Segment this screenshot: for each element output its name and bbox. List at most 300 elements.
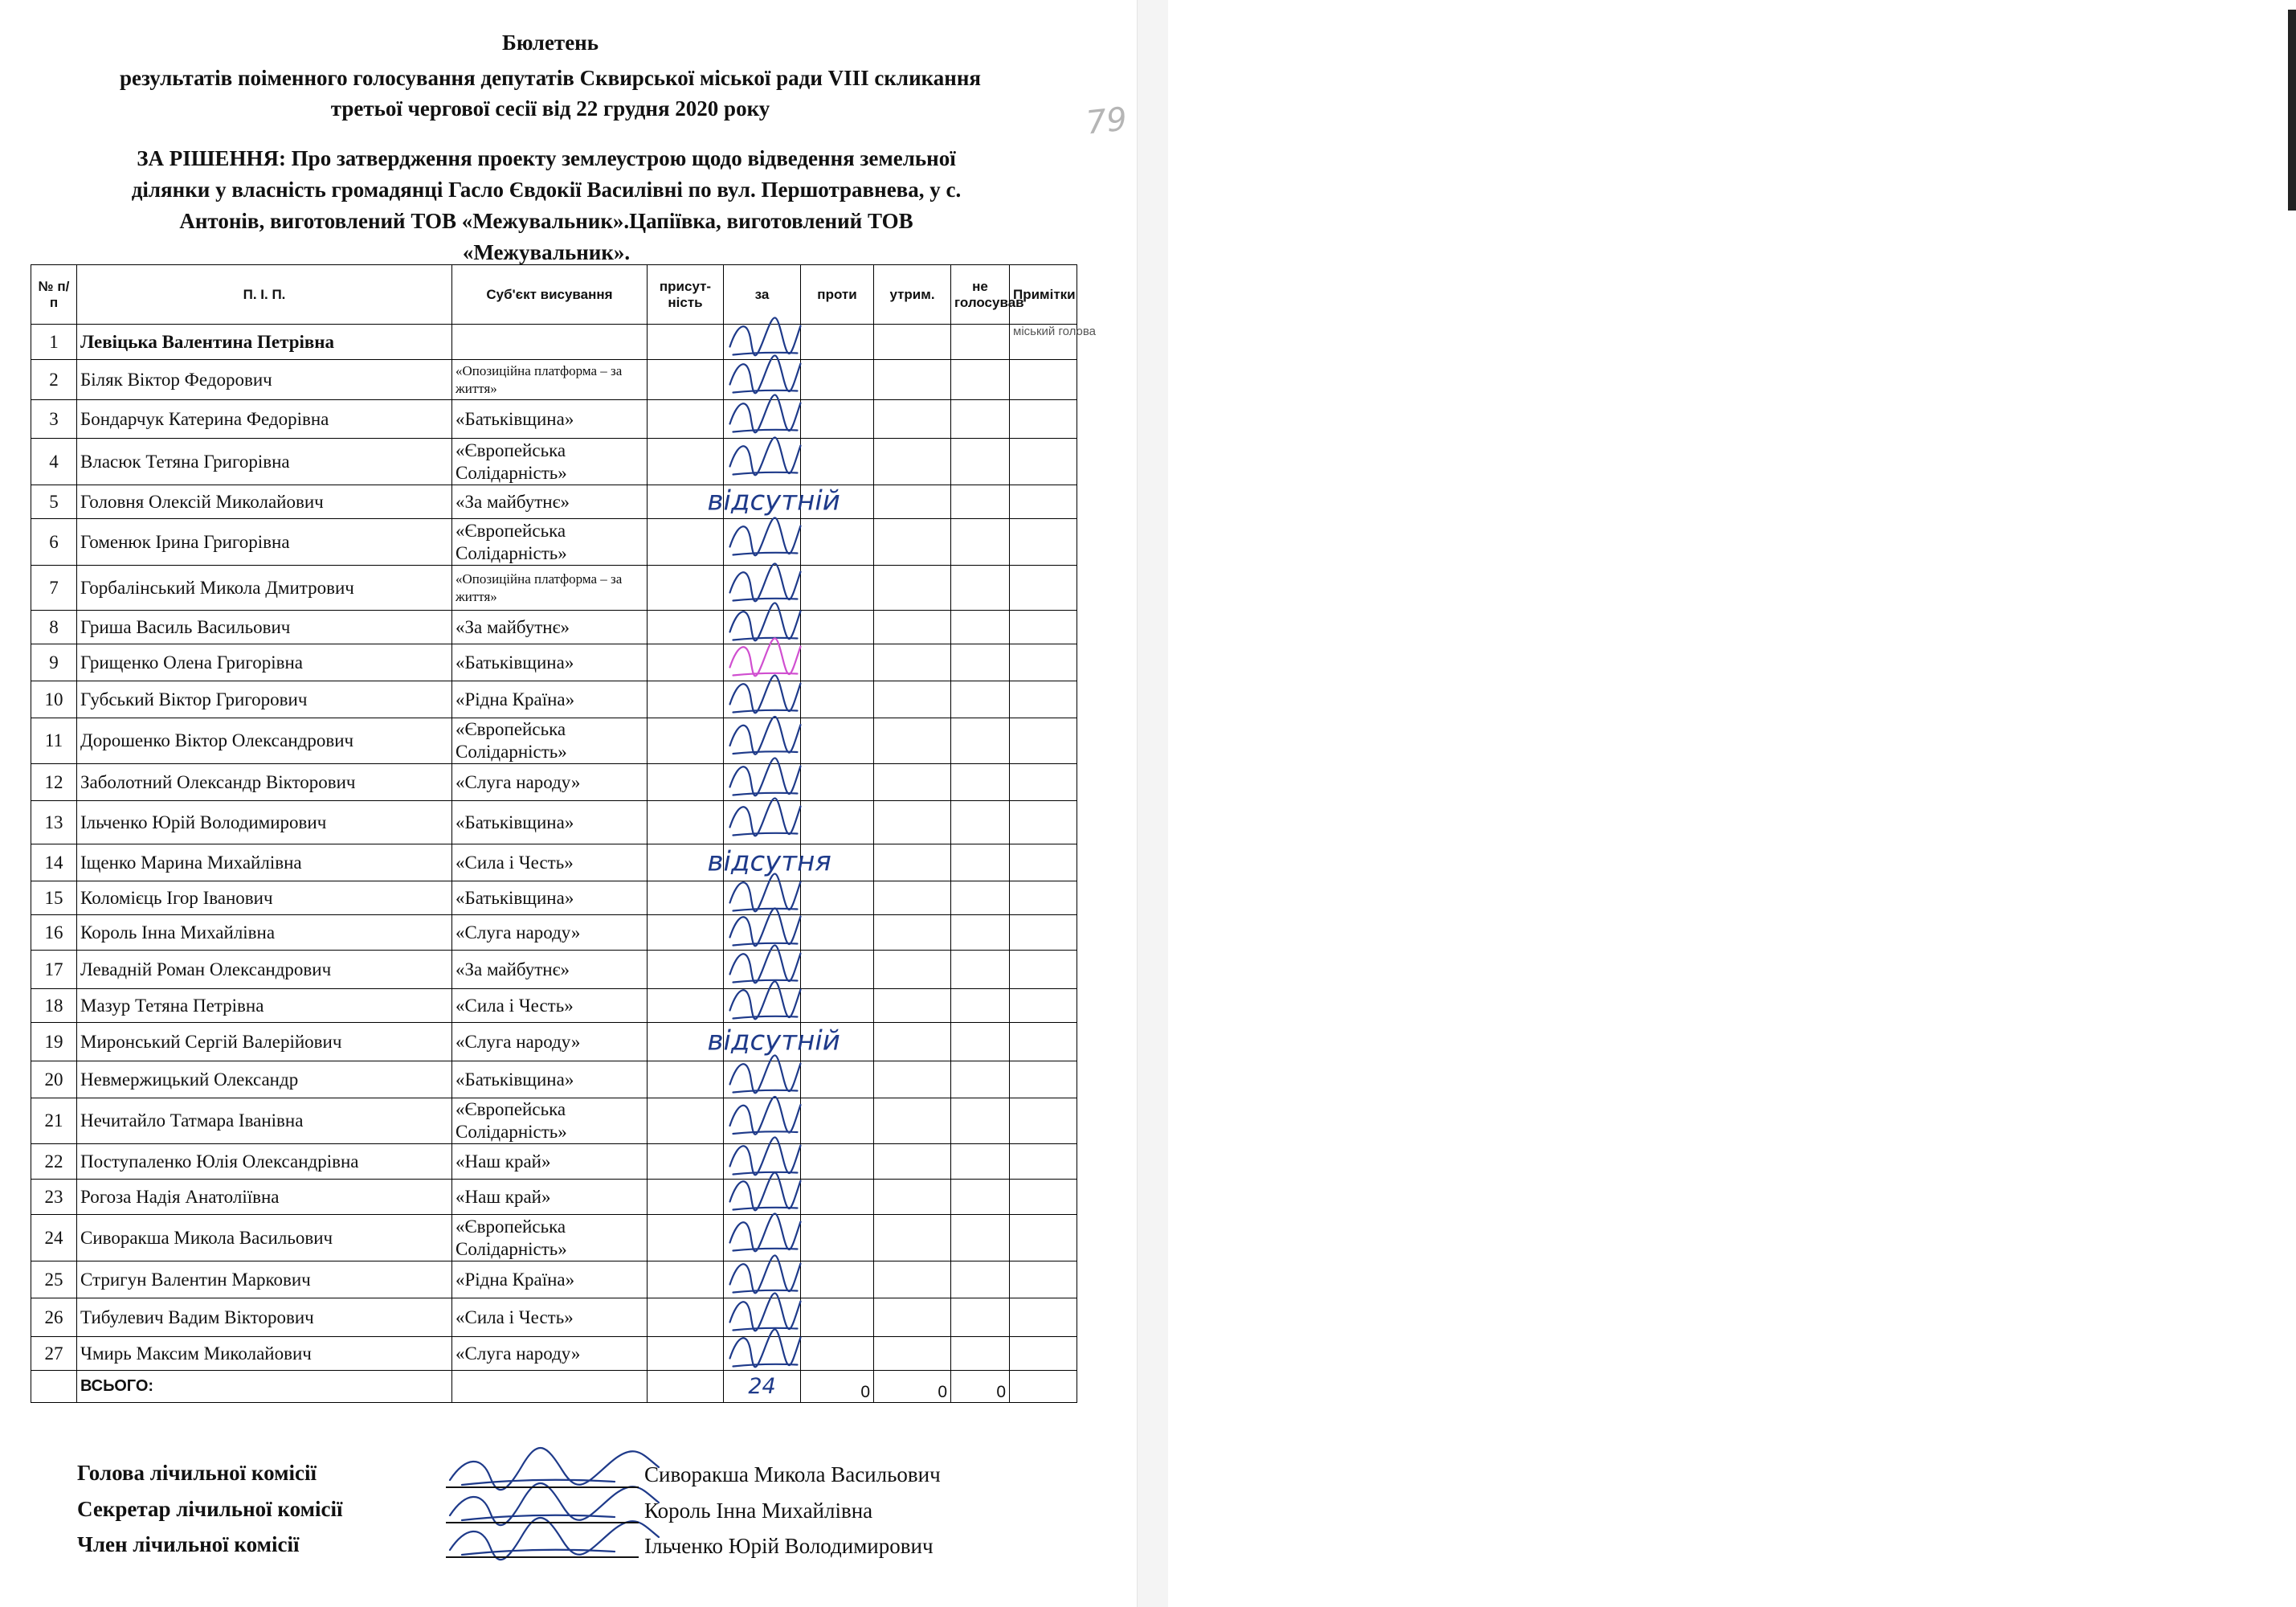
header-za: за — [724, 265, 801, 325]
present-cell — [648, 718, 724, 764]
deputy-party: «Батьківщина» — [452, 801, 648, 844]
note-cell — [1010, 400, 1077, 439]
table-row — [31, 764, 1077, 801]
header-name: П. І. П. — [77, 265, 452, 325]
note-cell — [1010, 611, 1077, 644]
za-cell — [724, 1023, 801, 1061]
row-number: 15 — [31, 881, 77, 915]
present-cell — [648, 325, 724, 360]
deputy-name: Гоменюк Ірина Григорівна — [77, 519, 452, 566]
handwritten-absent-note: відсутня — [707, 845, 831, 878]
ne-golos-cell — [951, 989, 1010, 1023]
deputy-name: Миронський Сергій Валерійович — [77, 1023, 452, 1061]
ne-golos-cell — [951, 1061, 1010, 1098]
table-row — [31, 801, 1077, 844]
utrym-cell — [874, 1061, 951, 1098]
total-proty: 0 — [801, 1371, 874, 1403]
row-number: 12 — [31, 764, 77, 801]
utrym-cell — [874, 325, 951, 360]
row-number: 24 — [31, 1215, 77, 1261]
za-cell — [724, 1180, 801, 1215]
proty-cell — [801, 485, 874, 519]
table-row — [31, 1180, 1077, 1215]
proty-cell — [801, 519, 874, 566]
ne-golos-cell — [951, 1144, 1010, 1180]
note-cell — [1010, 718, 1077, 764]
handwritten-absent-note: відсутній — [707, 1024, 840, 1057]
deputy-name: Король Інна Михайлівна — [77, 915, 452, 951]
row-number: 8 — [31, 611, 77, 644]
scan-edge-mark — [2288, 10, 2296, 211]
present-cell — [648, 1261, 724, 1298]
note-cell — [1010, 1337, 1077, 1371]
utrym-cell — [874, 718, 951, 764]
total-ne-golos: 0 — [951, 1371, 1010, 1403]
table-row — [31, 915, 1077, 951]
table-row — [31, 681, 1077, 718]
ne-golos-cell — [951, 718, 1010, 764]
utrym-cell — [874, 1261, 951, 1298]
note-cell — [1010, 1061, 1077, 1098]
table-row — [31, 644, 1077, 681]
deputy-party: «Батьківщина» — [452, 1061, 648, 1098]
table-row — [31, 1061, 1077, 1098]
ne-golos-cell — [951, 844, 1010, 881]
decision-line: «Межувальник». — [462, 240, 631, 264]
present-cell — [648, 881, 724, 915]
deputy-party: «Батьківщина» — [452, 400, 648, 439]
note-cell — [1010, 764, 1077, 801]
za-cell — [724, 801, 801, 844]
za-cell — [724, 325, 801, 360]
utrym-cell — [874, 681, 951, 718]
deputy-party: «Сила і Честь» — [452, 989, 648, 1023]
present-cell — [648, 439, 724, 485]
header-present: присут-ність — [648, 265, 724, 325]
decision-text — [56, 143, 1036, 268]
row-number: 10 — [31, 681, 77, 718]
commission-signature — [450, 1518, 659, 1560]
deputy-party: «Наш край» — [452, 1180, 648, 1215]
table-row — [31, 844, 1077, 881]
commission-head-label: Голова лічильної комісії — [77, 1461, 317, 1485]
signature-line — [446, 1522, 639, 1523]
note-cell — [1010, 360, 1077, 400]
proty-cell — [801, 1023, 874, 1061]
proty-cell — [801, 989, 874, 1023]
deputy-party: «Рідна Країна» — [452, 1261, 648, 1298]
commission-head-name: Сиворакша Микола Васильович — [644, 1462, 941, 1486]
commission-secretary-label: Секретар лічильної комісії — [77, 1497, 343, 1521]
scan-border — [1137, 0, 1168, 1607]
note-cell — [1010, 1215, 1077, 1261]
deputy-name: Поступаленко Юлія Олександрівна — [77, 1144, 452, 1180]
note-cell — [1010, 1144, 1077, 1180]
note-cell — [1010, 801, 1077, 844]
za-cell — [724, 644, 801, 681]
za-cell — [724, 844, 801, 881]
ne-golos-cell — [951, 915, 1010, 951]
note-cell — [1010, 1098, 1077, 1144]
total-present-cell — [648, 1371, 724, 1403]
deputy-party: «Рідна Країна» — [452, 681, 648, 718]
deputy-name: Бондарчук Катерина Федорівна — [77, 400, 452, 439]
deputy-party: «Слуга народу» — [452, 1023, 648, 1061]
deputy-party: «Батьківщина» — [452, 881, 648, 915]
za-cell — [724, 989, 801, 1023]
za-cell — [724, 915, 801, 951]
row-number: 26 — [31, 1298, 77, 1337]
table-row — [31, 1144, 1077, 1180]
za-cell — [724, 611, 801, 644]
row-number: 2 — [31, 360, 77, 400]
note-cell — [1010, 1023, 1077, 1061]
proty-cell — [801, 1215, 874, 1261]
ne-golos-cell — [951, 1261, 1010, 1298]
deputy-party: «Слуга народу» — [452, 1337, 648, 1371]
total-num-cell — [31, 1371, 77, 1403]
ballot-title: Бюлетень — [501, 31, 599, 55]
note-cell — [1010, 519, 1077, 566]
note-cell — [1010, 439, 1077, 485]
za-cell — [724, 881, 801, 915]
note-cell — [1010, 951, 1077, 989]
present-cell — [648, 915, 724, 951]
proty-cell — [801, 681, 874, 718]
za-cell — [724, 1215, 801, 1261]
utrym-cell — [874, 801, 951, 844]
signature-line — [446, 1556, 639, 1558]
deputy-name: Іщенко Марина Михайлівна — [77, 844, 452, 881]
commission-signature — [450, 1483, 659, 1525]
ne-golos-cell — [951, 801, 1010, 844]
proty-cell — [801, 1337, 874, 1371]
deputy-name: Грищенко Олена Григорівна — [77, 644, 452, 681]
present-cell — [648, 989, 724, 1023]
ne-golos-cell — [951, 1023, 1010, 1061]
deputy-name: Коломієць Ігор Іванович — [77, 881, 452, 915]
deputy-party: «Опозиційна платформа – за життя» — [452, 566, 648, 611]
deputy-name: Невмержицький Олександр — [77, 1061, 452, 1098]
za-cell — [724, 400, 801, 439]
utrym-cell — [874, 915, 951, 951]
row-number: 21 — [31, 1098, 77, 1144]
total-utrym: 0 — [874, 1371, 951, 1403]
deputy-party: «За майбутнє» — [452, 951, 648, 989]
present-cell — [648, 1337, 724, 1371]
present-cell — [648, 1144, 724, 1180]
present-cell — [648, 1098, 724, 1144]
note-cell — [1010, 844, 1077, 881]
ne-golos-cell — [951, 400, 1010, 439]
present-cell — [648, 611, 724, 644]
row-number: 9 — [31, 644, 77, 681]
note-cell — [1010, 644, 1077, 681]
proty-cell — [801, 1261, 874, 1298]
za-cell — [724, 1337, 801, 1371]
table-row — [31, 951, 1077, 989]
header-party: Суб'єкт висування — [452, 265, 648, 325]
commission-secretary-name: Король Інна Михайлівна — [644, 1499, 873, 1523]
deputy-party: «Європейська Солідарність» — [452, 519, 648, 566]
note-cell — [1010, 1180, 1077, 1215]
proty-cell — [801, 1144, 874, 1180]
table-row — [31, 1098, 1077, 1144]
deputy-name: Головня Олексій Миколайович — [77, 485, 452, 519]
ne-golos-cell — [951, 1215, 1010, 1261]
header-ne-golos: не голосував — [951, 265, 1010, 325]
row-number: 18 — [31, 989, 77, 1023]
deputy-name: Заболотний Олександр Вікторович — [77, 764, 452, 801]
za-cell — [724, 1061, 801, 1098]
ne-golos-cell — [951, 519, 1010, 566]
row-number: 3 — [31, 400, 77, 439]
commission-member-label: Член лічильної комісії — [77, 1532, 300, 1556]
deputy-party: «Опозиційна платформа – за життя» — [452, 360, 648, 400]
za-cell — [724, 1098, 801, 1144]
utrym-cell — [874, 1337, 951, 1371]
deputy-name: Тибулевич Вадим Вікторович — [77, 1298, 452, 1337]
note-cell: міський голова — [1010, 325, 1077, 360]
note-cell — [1010, 485, 1077, 519]
deputy-party: «Європейська Солідарність» — [452, 1215, 648, 1261]
utrym-cell — [874, 1298, 951, 1337]
za-cell — [724, 1298, 801, 1337]
present-cell — [648, 764, 724, 801]
present-cell — [648, 801, 724, 844]
za-cell — [724, 360, 801, 400]
ne-golos-cell — [951, 1098, 1010, 1144]
utrym-cell — [874, 1098, 951, 1144]
note-cell — [1010, 915, 1077, 951]
utrym-cell — [874, 881, 951, 915]
proty-cell — [801, 360, 874, 400]
za-cell — [724, 519, 801, 566]
ballot-session: третьої чергової сесії від 22 грудня 2020 року — [330, 96, 770, 121]
utrym-cell — [874, 360, 951, 400]
table-row — [31, 881, 1077, 915]
utrym-cell — [874, 1215, 951, 1261]
utrym-cell — [874, 989, 951, 1023]
ne-golos-cell — [951, 881, 1010, 915]
commission-member-name: Ільченко Юрій Володимирович — [644, 1534, 934, 1558]
row-number: 5 — [31, 485, 77, 519]
row-number: 17 — [31, 951, 77, 989]
za-cell — [724, 439, 801, 485]
deputy-name: Нечитайло Татмара Іванівна — [77, 1098, 452, 1144]
deputy-party: «Європейська Солідарність» — [452, 718, 648, 764]
za-cell — [724, 566, 801, 611]
row-number: 4 — [31, 439, 77, 485]
decision-line: ЗА РІШЕННЯ: Про затвердження проекту землеустрою щодо відведення земельної — [137, 146, 956, 170]
note-cell — [1010, 566, 1077, 611]
margin-page-number: 79 — [1084, 100, 1130, 142]
row-number: 22 — [31, 1144, 77, 1180]
deputy-name: Власюк Тетяна Григорівна — [77, 439, 452, 485]
votes-table — [31, 264, 1097, 1403]
za-cell — [724, 485, 801, 519]
proty-cell — [801, 1180, 874, 1215]
table-row — [31, 485, 1077, 519]
present-cell — [648, 844, 724, 881]
deputy-name: Губський Віктор Григорович — [77, 681, 452, 718]
deputy-party: «Слуга народу» — [452, 915, 648, 951]
deputy-name: Рогоза Надія Анатоліївна — [77, 1180, 452, 1215]
utrym-cell — [874, 1144, 951, 1180]
za-cell — [724, 681, 801, 718]
utrym-cell — [874, 644, 951, 681]
ne-golos-cell — [951, 611, 1010, 644]
deputy-party: «Слуга народу» — [452, 764, 648, 801]
deputy-name: Чмирь Максим Миколайович — [77, 1337, 452, 1371]
present-cell — [648, 519, 724, 566]
present-cell — [648, 644, 724, 681]
row-number: 6 — [31, 519, 77, 566]
header-proty: проти — [801, 265, 874, 325]
note-cell — [1010, 989, 1077, 1023]
table-row — [31, 566, 1077, 611]
za-cell — [724, 951, 801, 989]
row-number: 11 — [31, 718, 77, 764]
deputy-party: «Європейська Солідарність» — [452, 1098, 648, 1144]
utrym-cell — [874, 611, 951, 644]
ne-golos-cell — [951, 485, 1010, 519]
utrym-cell — [874, 485, 951, 519]
present-cell — [648, 360, 724, 400]
decision-line: Антонів, виготовлений ТОВ «Межувальник».Цапіївка, виготовлений ТОВ — [179, 209, 913, 233]
utrym-cell — [874, 566, 951, 611]
ne-golos-cell — [951, 1337, 1010, 1371]
row-number: 19 — [31, 1023, 77, 1061]
utrym-cell — [874, 439, 951, 485]
ne-golos-cell — [951, 566, 1010, 611]
proty-cell — [801, 951, 874, 989]
row-number: 13 — [31, 801, 77, 844]
proty-cell — [801, 844, 874, 881]
deputy-name: Сиворакша Микола Васильович — [77, 1215, 452, 1261]
table-row — [31, 1298, 1077, 1337]
present-cell — [648, 1215, 724, 1261]
ne-golos-cell — [951, 951, 1010, 989]
row-number: 1 — [31, 325, 77, 360]
deputy-name: Гриша Василь Васильович — [77, 611, 452, 644]
table-row — [31, 1023, 1077, 1061]
present-cell — [648, 400, 724, 439]
deputy-name: Левадній Роман Олександрович — [77, 951, 452, 989]
utrym-cell — [874, 764, 951, 801]
total-za: 24 — [724, 1371, 801, 1403]
row-number: 16 — [31, 915, 77, 951]
table-row — [31, 360, 1077, 400]
proty-cell — [801, 718, 874, 764]
deputy-party: «Сила і Честь» — [452, 844, 648, 881]
proty-cell — [801, 566, 874, 611]
table-row — [31, 718, 1077, 764]
proty-cell — [801, 915, 874, 951]
decision-line: ділянки у власність громадянці Гасло Євдокії Василівні по вул. Першотравнева, у с. — [131, 178, 962, 202]
proty-cell — [801, 1061, 874, 1098]
table-row — [31, 989, 1077, 1023]
note-cell — [1010, 1261, 1077, 1298]
handwritten-absent-note: відсутній — [707, 485, 840, 517]
deputy-name: Стригун Валентин Маркович — [77, 1261, 452, 1298]
deputy-party: «За майбутнє» — [452, 485, 648, 519]
ne-golos-cell — [951, 439, 1010, 485]
deputy-name: Горбалінський Микола Дмитрович — [77, 566, 452, 611]
utrym-cell — [874, 1180, 951, 1215]
deputy-name: Ільченко Юрій Володимирович — [77, 801, 452, 844]
row-number: 25 — [31, 1261, 77, 1298]
deputy-name: Левіцька Валентина Петрівна — [77, 325, 452, 360]
utrym-cell — [874, 844, 951, 881]
proty-cell — [801, 325, 874, 360]
ne-golos-cell — [951, 764, 1010, 801]
za-cell — [724, 1261, 801, 1298]
ne-golos-cell — [951, 325, 1010, 360]
proty-cell — [801, 439, 874, 485]
present-cell — [648, 1298, 724, 1337]
table-row — [31, 400, 1077, 439]
row-number: 20 — [31, 1061, 77, 1098]
proty-cell — [801, 764, 874, 801]
deputy-party: «За майбутнє» — [452, 611, 648, 644]
table-row — [31, 1261, 1077, 1298]
signature-line — [446, 1486, 639, 1488]
deputy-party: «Сила і Честь» — [452, 1298, 648, 1337]
deputy-name: Дорошенко Віктор Олександрович — [77, 718, 452, 764]
deputy-party: «Батьківщина» — [452, 644, 648, 681]
proty-cell — [801, 400, 874, 439]
proty-cell — [801, 644, 874, 681]
table-header-row — [31, 265, 1077, 325]
row-number: 7 — [31, 566, 77, 611]
za-cell — [724, 764, 801, 801]
total-row — [31, 1371, 1077, 1403]
commission-signature — [450, 1448, 659, 1490]
table-row — [31, 611, 1077, 644]
row-number: 14 — [31, 844, 77, 881]
ne-golos-cell — [951, 1298, 1010, 1337]
utrym-cell — [874, 1023, 951, 1061]
header-utrym: утрим. — [874, 265, 951, 325]
utrym-cell — [874, 519, 951, 566]
utrym-cell — [874, 951, 951, 989]
present-cell — [648, 1180, 724, 1215]
table-row — [31, 1215, 1077, 1261]
proty-cell — [801, 1298, 874, 1337]
present-cell — [648, 1023, 724, 1061]
note-cell — [1010, 681, 1077, 718]
deputy-party — [452, 325, 648, 360]
present-cell — [648, 566, 724, 611]
utrym-cell — [874, 400, 951, 439]
header-prymitky: Примітки — [1010, 265, 1077, 325]
present-cell — [648, 951, 724, 989]
header-num: № п/п — [31, 265, 77, 325]
table-row — [31, 519, 1077, 566]
ballot-subtitle: результатів поіменного голосування депутатів Сквирської міської ради VIII скликання — [119, 66, 982, 90]
za-cell — [724, 718, 801, 764]
ne-golos-cell — [951, 1180, 1010, 1215]
za-cell — [724, 1144, 801, 1180]
deputy-party: «Наш край» — [452, 1144, 648, 1180]
proty-cell — [801, 611, 874, 644]
proty-cell — [801, 801, 874, 844]
deputy-name: Біляк Віктор Федорович — [77, 360, 452, 400]
note-cell — [1010, 1298, 1077, 1337]
table-row — [31, 439, 1077, 485]
ne-golos-cell — [951, 360, 1010, 400]
